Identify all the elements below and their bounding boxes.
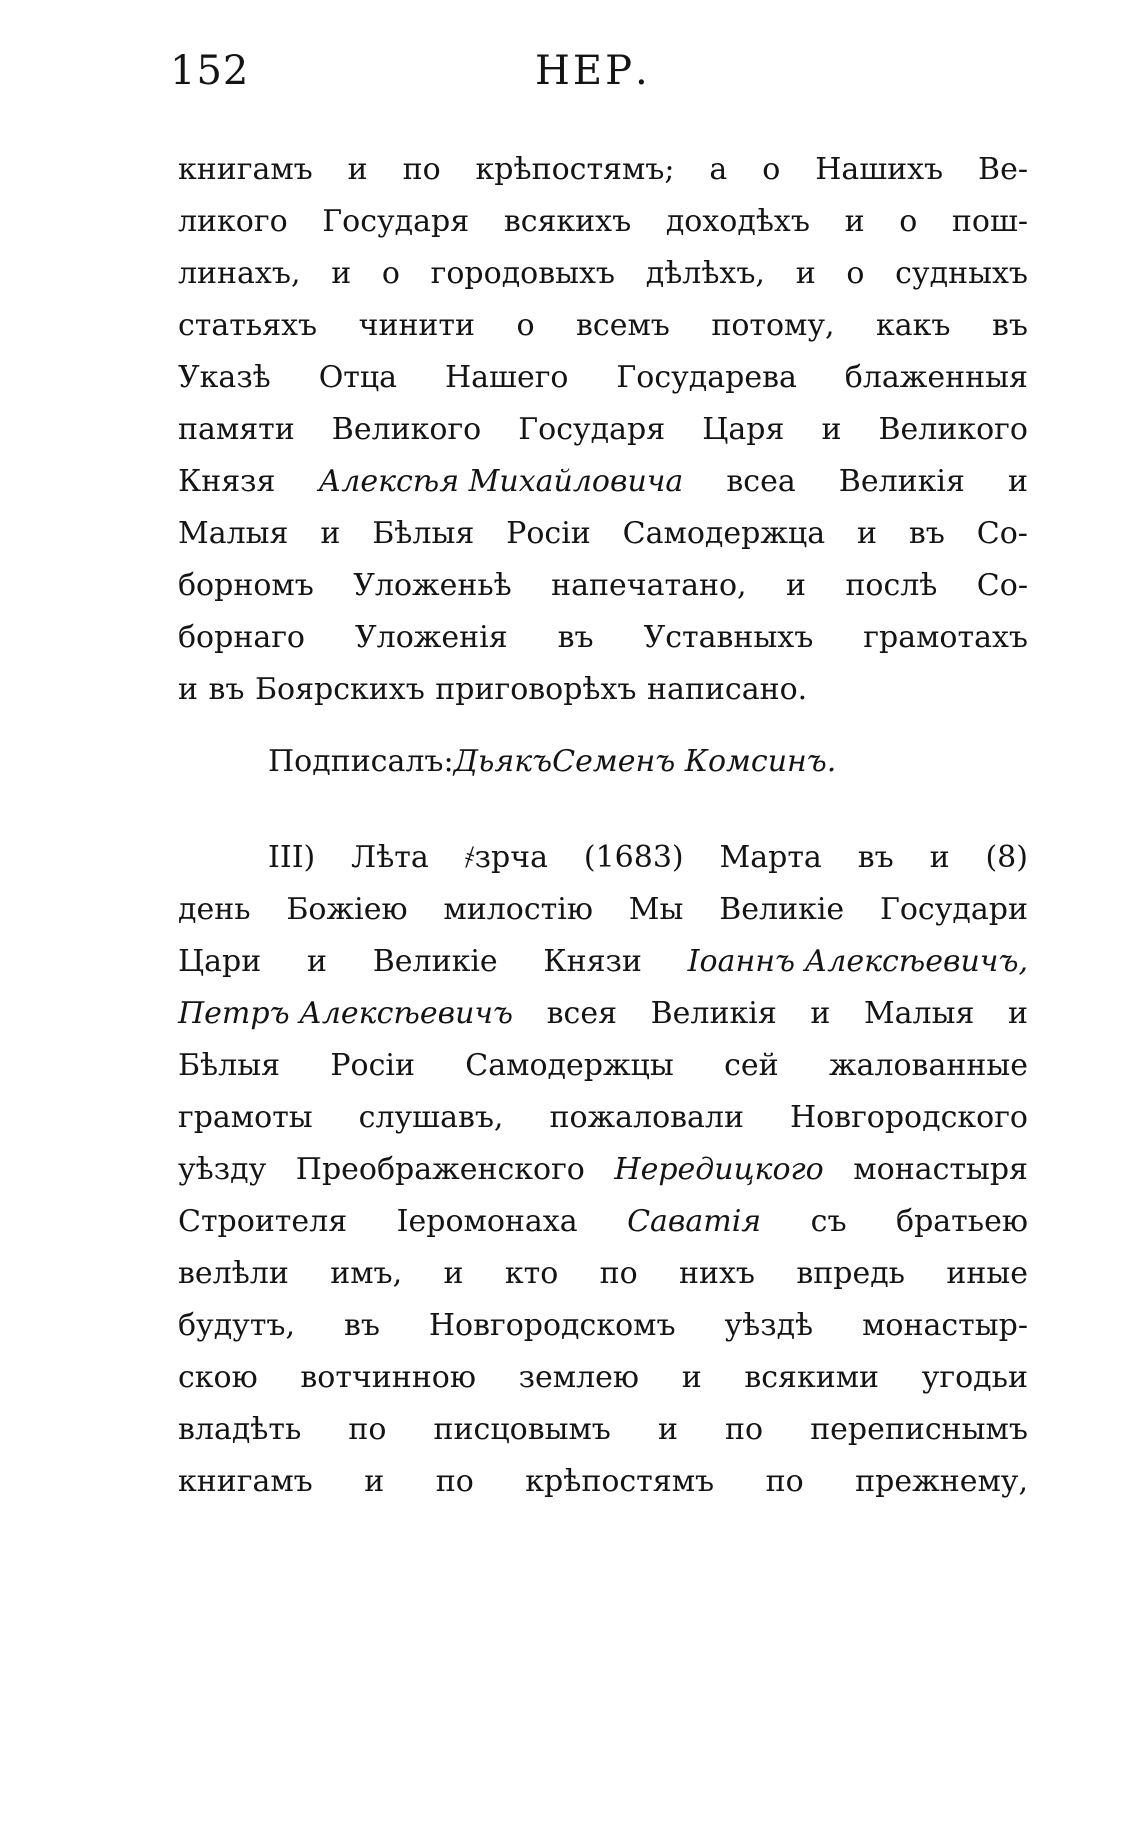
signature-role: Дьякъ xyxy=(453,744,553,779)
word: уѣзду xyxy=(178,1152,267,1187)
word: Новгородскомъ xyxy=(428,1308,676,1343)
word: и xyxy=(810,996,831,1031)
word: скою xyxy=(178,1360,258,1395)
word: Новгородского xyxy=(789,1100,1028,1135)
word: и xyxy=(657,1412,678,1447)
word: будутъ, xyxy=(178,1308,296,1343)
word: монастыр- xyxy=(862,1308,1028,1343)
word: Со- xyxy=(976,516,1028,551)
word: милостію xyxy=(443,892,593,927)
word: и xyxy=(178,672,198,707)
signature-name: Семенъ Комсинъ. xyxy=(552,744,837,779)
word: приговорѣхъ xyxy=(435,672,637,707)
word: Великого xyxy=(878,412,1028,447)
word: иные xyxy=(946,1256,1028,1291)
word: Іоаннъ Алексѣевичъ, xyxy=(687,944,1028,979)
text-line xyxy=(178,352,1028,404)
word: въ xyxy=(557,620,594,655)
word: по xyxy=(402,152,441,187)
word: Князи xyxy=(543,944,642,979)
text-line xyxy=(178,1196,1028,1248)
word: Государя xyxy=(322,204,470,239)
word: и xyxy=(681,1360,702,1395)
word: Уложеньѣ xyxy=(353,568,512,603)
text-line xyxy=(178,248,1028,300)
word: имъ, xyxy=(330,1256,403,1291)
word: въ xyxy=(343,1308,380,1343)
word: крѣпостямъ xyxy=(525,1464,715,1499)
word: всякими xyxy=(744,1360,880,1395)
word: Алексѣя Михайловича xyxy=(318,464,684,499)
word: о xyxy=(846,256,865,291)
text-line xyxy=(178,508,1028,560)
word: владѣть xyxy=(178,1412,302,1447)
word: какъ xyxy=(876,308,951,343)
word: статьяхъ xyxy=(178,308,318,343)
word: и xyxy=(795,256,816,291)
page-number: 152 xyxy=(170,48,250,94)
word: Бѣлыя xyxy=(372,516,475,551)
word: и xyxy=(1008,996,1028,1031)
text-line xyxy=(178,1352,1028,1404)
word: Малыя xyxy=(178,516,289,551)
word: Петръ Алексѣевичъ xyxy=(178,996,514,1031)
word: прежнему, xyxy=(855,1464,1028,1499)
word: по xyxy=(765,1464,804,1499)
word: Великія xyxy=(650,996,777,1031)
word: Боярскихъ xyxy=(254,672,425,707)
word: Великія xyxy=(838,464,965,499)
paragraph-2 xyxy=(178,832,1028,1508)
word: напечатано, xyxy=(551,568,747,603)
word: ликого xyxy=(178,204,288,239)
word: Марта xyxy=(719,840,822,875)
word: Малыя xyxy=(863,996,975,1031)
signature-label: Подписалъ: xyxy=(268,744,454,779)
word: уѣздѣ xyxy=(724,1308,814,1343)
word: пош- xyxy=(951,204,1028,239)
text-line xyxy=(178,1456,1028,1508)
page-header xyxy=(170,48,1030,108)
word: землею xyxy=(518,1360,640,1395)
word: крѣпостямъ; xyxy=(475,152,675,187)
text-line xyxy=(178,832,1028,884)
word: вотчинною xyxy=(300,1360,476,1395)
word: доходѣхъ xyxy=(665,204,810,239)
word: III) xyxy=(268,840,316,875)
word: Царя xyxy=(702,412,785,447)
word: и xyxy=(364,1464,385,1499)
word: Бѣлыя xyxy=(178,1048,280,1083)
word: о xyxy=(381,256,400,291)
word: Великіе xyxy=(719,892,845,927)
text-line xyxy=(178,1300,1028,1352)
text-line xyxy=(178,560,1028,612)
word: Нередицкого xyxy=(614,1152,824,1187)
word: всеа xyxy=(726,464,796,499)
word: Нашего xyxy=(445,360,569,395)
word: послѣ xyxy=(845,568,938,603)
word: борномъ xyxy=(178,568,314,603)
text-line xyxy=(178,300,1028,352)
word: по xyxy=(435,1464,474,1499)
word: линахъ, xyxy=(178,256,301,291)
word: Уложенія xyxy=(354,620,508,655)
word: съ xyxy=(810,1204,847,1239)
word: а xyxy=(709,152,728,187)
paragraph-1 xyxy=(178,144,1028,716)
word: памяти xyxy=(178,412,295,447)
word: грамоты xyxy=(178,1100,313,1135)
word: и xyxy=(1007,464,1028,499)
word: ҂зрча xyxy=(464,840,548,875)
word: братьею xyxy=(896,1204,1028,1239)
word: монастыря xyxy=(853,1152,1028,1187)
word: сей xyxy=(724,1048,779,1083)
word: Нашихъ xyxy=(815,152,944,187)
word: о xyxy=(762,152,781,187)
word: и xyxy=(320,516,341,551)
word: по xyxy=(348,1412,387,1447)
word: велѣли xyxy=(178,1256,289,1291)
word: Росіи xyxy=(506,516,591,551)
word: блаженныя xyxy=(844,360,1028,395)
word: написано. xyxy=(647,672,808,707)
word: Саватія xyxy=(627,1204,762,1239)
text-line xyxy=(178,664,1028,716)
word: писцовымъ xyxy=(433,1412,611,1447)
text-line xyxy=(178,456,1028,508)
word: Ве- xyxy=(978,152,1028,187)
word: и xyxy=(844,204,865,239)
word: въ xyxy=(908,516,945,551)
text-line xyxy=(178,404,1028,456)
word: Со- xyxy=(976,568,1028,603)
text-line xyxy=(178,144,1028,196)
word: книгамъ xyxy=(178,1464,313,1499)
word: Государя xyxy=(518,412,666,447)
word: Лѣта xyxy=(351,840,429,875)
word: Государева xyxy=(616,360,797,395)
word: (8) xyxy=(985,840,1028,875)
word: чинити xyxy=(358,308,476,343)
word: Князя xyxy=(178,464,276,499)
word: впредь xyxy=(796,1256,906,1291)
word: угодьи xyxy=(921,1360,1028,1395)
word: Указѣ xyxy=(178,360,271,395)
word: городовыхъ xyxy=(430,256,616,291)
signature-line xyxy=(178,736,1028,788)
word: борнаго xyxy=(178,620,305,655)
word: въ xyxy=(857,840,894,875)
word: Преображенского xyxy=(295,1152,585,1187)
text-line xyxy=(178,1248,1028,1300)
word: потому, xyxy=(711,308,835,343)
text-line xyxy=(178,1144,1028,1196)
word: дѣлѣхъ, xyxy=(645,256,765,291)
text-line xyxy=(178,1092,1028,1144)
word: въ xyxy=(208,672,245,707)
word: всякихъ xyxy=(503,204,632,239)
word: Божіею xyxy=(286,892,408,927)
word: и xyxy=(929,840,950,875)
word: по xyxy=(599,1256,638,1291)
word: Росіи xyxy=(330,1048,415,1083)
word: (1683) xyxy=(583,840,684,875)
text-line xyxy=(178,884,1028,936)
word: кто xyxy=(504,1256,559,1291)
word: переписнымъ xyxy=(810,1412,1028,1447)
text-line xyxy=(178,196,1028,248)
word: и xyxy=(347,152,368,187)
word: всемъ xyxy=(576,308,670,343)
word: Уставныхъ xyxy=(643,620,814,655)
word: Цари xyxy=(178,944,262,979)
word: и xyxy=(443,1256,464,1291)
word: Мы xyxy=(628,892,684,927)
word: и xyxy=(331,256,352,291)
word: Строителя xyxy=(178,1204,348,1239)
word: и xyxy=(821,412,842,447)
word: книгамъ xyxy=(178,152,313,187)
word: и xyxy=(306,944,327,979)
word: и xyxy=(786,568,806,603)
word: Великіе xyxy=(372,944,498,979)
text-line xyxy=(178,612,1028,664)
text-line xyxy=(178,1040,1028,1092)
word: день xyxy=(178,892,251,927)
text-line xyxy=(178,936,1028,988)
word: о xyxy=(899,204,918,239)
running-head: НЕР. xyxy=(535,48,651,94)
text-line xyxy=(178,988,1028,1040)
word: по xyxy=(725,1412,764,1447)
word: Самодержцы xyxy=(465,1048,674,1083)
word: всея xyxy=(546,996,618,1031)
word: судныхъ xyxy=(895,256,1028,291)
page-body xyxy=(178,144,1028,1508)
word: Самодержца xyxy=(622,516,826,551)
word: и xyxy=(857,516,878,551)
word: жалованные xyxy=(828,1048,1028,1083)
word: нихъ xyxy=(679,1256,756,1291)
word: Іеромонаха xyxy=(396,1204,578,1239)
word: грамотахъ xyxy=(863,620,1028,655)
word: Государи xyxy=(880,892,1028,927)
word: слушавъ, xyxy=(358,1100,504,1135)
text-line xyxy=(178,1404,1028,1456)
word: въ xyxy=(991,308,1028,343)
word: о xyxy=(516,308,535,343)
word: Великого xyxy=(331,412,482,447)
word: пожаловали xyxy=(549,1100,744,1135)
word: Отца xyxy=(318,360,398,395)
